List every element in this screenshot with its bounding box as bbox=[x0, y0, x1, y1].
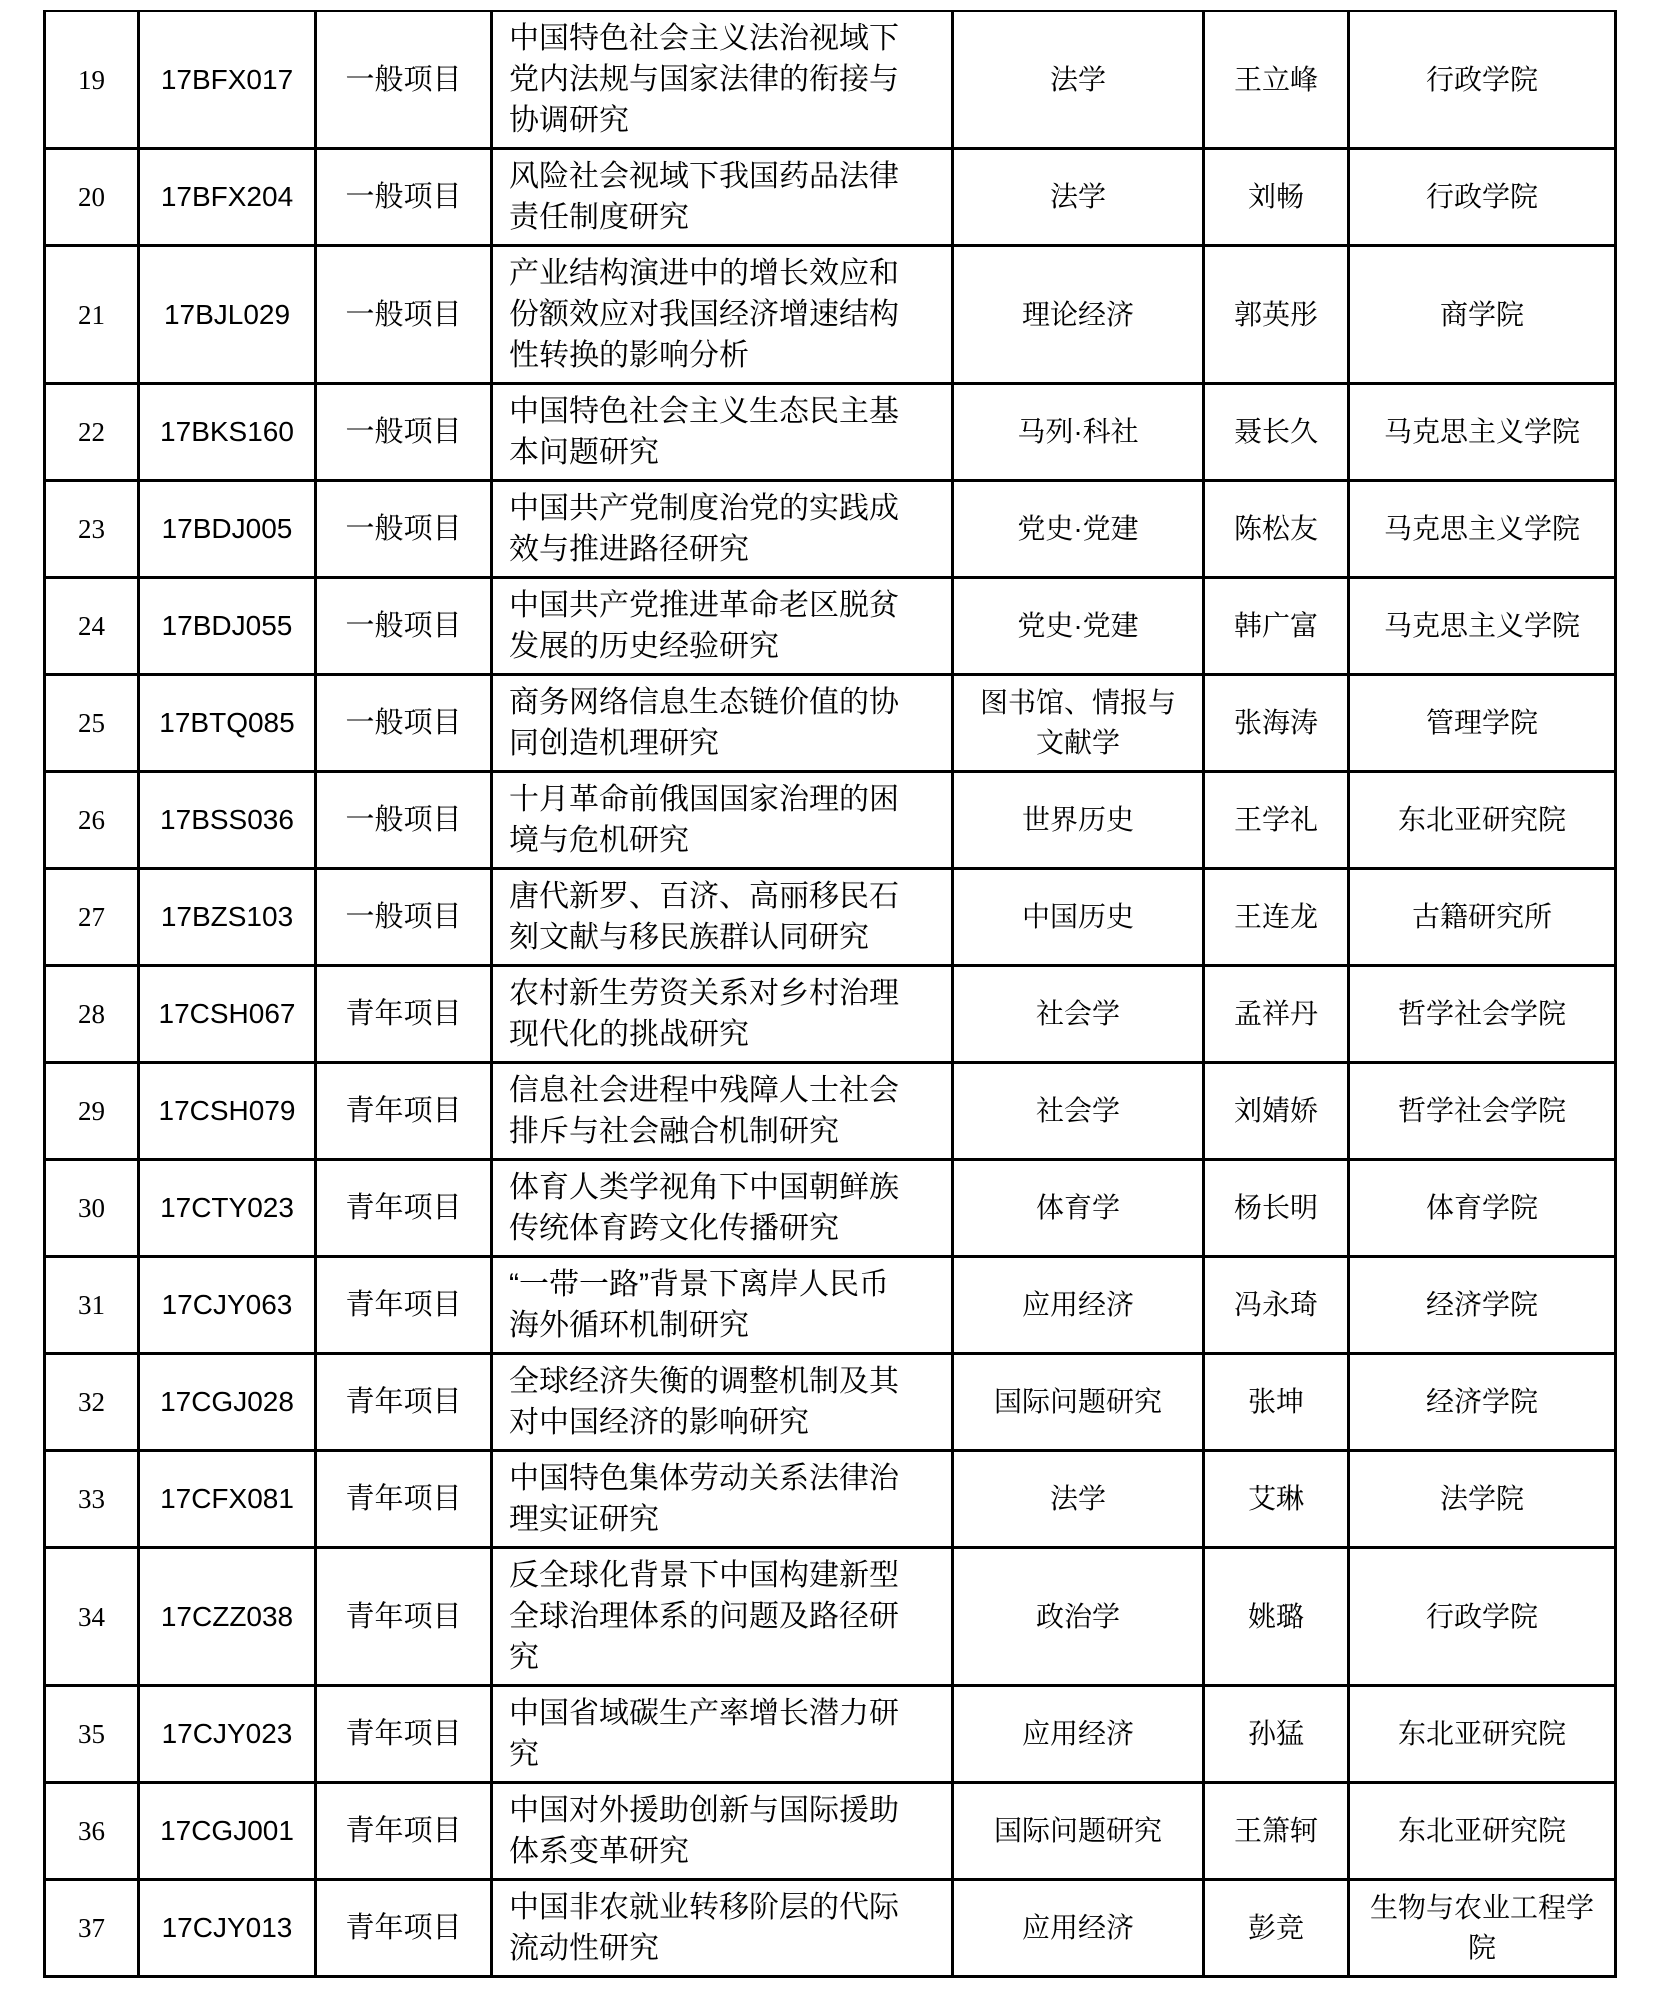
project-title-cell: 反全球化背景下中国构建新型全球治理体系的问题及路径研究 bbox=[492, 1548, 953, 1686]
discipline-cell: 马列·科社 bbox=[953, 384, 1204, 481]
project-title-cell: 全球经济失衡的调整机制及其对中国经济的影响研究 bbox=[492, 1354, 953, 1451]
row-number-cell: 31 bbox=[45, 1257, 139, 1354]
project-code-cell: 17BSS036 bbox=[139, 772, 316, 869]
project-code-cell: 17BTQ085 bbox=[139, 675, 316, 772]
table-row bbox=[45, 1257, 1616, 1354]
project-code-cell: 17CJY013 bbox=[139, 1880, 316, 1977]
project-title-cell: 中国共产党制度治党的实践成效与推进路径研究 bbox=[492, 481, 953, 578]
discipline-cell: 法学 bbox=[953, 1451, 1204, 1548]
project-code-cell: 17CFX081 bbox=[139, 1451, 316, 1548]
institution-cell: 行政学院 bbox=[1349, 1548, 1616, 1686]
institution-cell: 古籍研究所 bbox=[1349, 869, 1616, 966]
row-number-cell: 36 bbox=[45, 1783, 139, 1880]
project-code-cell: 17CZZ038 bbox=[139, 1548, 316, 1686]
project-title-cell: 中国特色社会主义法治视域下党内法规与国家法律的衔接与协调研究 bbox=[492, 11, 953, 149]
project-title-cell: 中国省域碳生产率增长潜力研究 bbox=[492, 1686, 953, 1783]
row-number-cell: 19 bbox=[45, 11, 139, 149]
discipline-cell: 法学 bbox=[953, 11, 1204, 149]
discipline-cell: 应用经济 bbox=[953, 1686, 1204, 1783]
leader-cell: 冯永琦 bbox=[1204, 1257, 1349, 1354]
project-title-cell: 信息社会进程中残障人士社会排斥与社会融合机制研究 bbox=[492, 1063, 953, 1160]
discipline-cell: 社会学 bbox=[953, 1063, 1204, 1160]
table-row bbox=[45, 1548, 1616, 1686]
project-code-cell: 17BDJ005 bbox=[139, 481, 316, 578]
table-row bbox=[45, 384, 1616, 481]
row-number-cell: 22 bbox=[45, 384, 139, 481]
leader-cell: 孟祥丹 bbox=[1204, 966, 1349, 1063]
project-type-cell: 一般项目 bbox=[316, 772, 492, 869]
project-code-cell: 17BZS103 bbox=[139, 869, 316, 966]
discipline-cell: 应用经济 bbox=[953, 1257, 1204, 1354]
project-type-cell: 青年项目 bbox=[316, 1160, 492, 1257]
row-number-cell: 28 bbox=[45, 966, 139, 1063]
project-title-cell: 中国特色集体劳动关系法律治理实证研究 bbox=[492, 1451, 953, 1548]
project-code-cell: 17CTY023 bbox=[139, 1160, 316, 1257]
table-row bbox=[45, 1063, 1616, 1160]
project-title-cell: 中国共产党推进革命老区脱贫发展的历史经验研究 bbox=[492, 578, 953, 675]
project-type-cell: 一般项目 bbox=[316, 481, 492, 578]
discipline-cell: 中国历史 bbox=[953, 869, 1204, 966]
row-number-cell: 21 bbox=[45, 246, 139, 384]
project-code-cell: 17BFX017 bbox=[139, 11, 316, 149]
table-row bbox=[45, 11, 1616, 149]
institution-cell: 法学院 bbox=[1349, 1451, 1616, 1548]
project-code-cell: 17BJL029 bbox=[139, 246, 316, 384]
project-type-cell: 青年项目 bbox=[316, 1686, 492, 1783]
project-type-cell: 一般项目 bbox=[316, 149, 492, 246]
project-title-cell: 中国非农就业转移阶层的代际流动性研究 bbox=[492, 1880, 953, 1977]
row-number-cell: 30 bbox=[45, 1160, 139, 1257]
project-code-cell: 17CGJ001 bbox=[139, 1783, 316, 1880]
discipline-cell: 法学 bbox=[953, 149, 1204, 246]
discipline-cell: 社会学 bbox=[953, 966, 1204, 1063]
row-number-cell: 25 bbox=[45, 675, 139, 772]
project-type-cell: 一般项目 bbox=[316, 869, 492, 966]
project-type-cell: 青年项目 bbox=[316, 966, 492, 1063]
table-row bbox=[45, 481, 1616, 578]
leader-cell: 张坤 bbox=[1204, 1354, 1349, 1451]
leader-cell: 王立峰 bbox=[1204, 11, 1349, 149]
discipline-cell: 党史·党建 bbox=[953, 578, 1204, 675]
leader-cell: 王箫轲 bbox=[1204, 1783, 1349, 1880]
leader-cell: 孙猛 bbox=[1204, 1686, 1349, 1783]
institution-cell: 经济学院 bbox=[1349, 1354, 1616, 1451]
discipline-cell: 图书馆、情报与文献学 bbox=[953, 675, 1204, 772]
discipline-cell: 国际问题研究 bbox=[953, 1354, 1204, 1451]
project-type-cell: 青年项目 bbox=[316, 1783, 492, 1880]
discipline-cell: 世界历史 bbox=[953, 772, 1204, 869]
project-title-cell: 体育人类学视角下中国朝鲜族传统体育跨文化传播研究 bbox=[492, 1160, 953, 1257]
table-row bbox=[45, 578, 1616, 675]
row-number-cell: 27 bbox=[45, 869, 139, 966]
leader-cell: 张海涛 bbox=[1204, 675, 1349, 772]
leader-cell: 郭英彤 bbox=[1204, 246, 1349, 384]
project-list-table bbox=[43, 10, 1617, 1978]
leader-cell: 王学礼 bbox=[1204, 772, 1349, 869]
discipline-cell: 国际问题研究 bbox=[953, 1783, 1204, 1880]
table-row bbox=[45, 772, 1616, 869]
institution-cell: 哲学社会学院 bbox=[1349, 966, 1616, 1063]
row-number-cell: 33 bbox=[45, 1451, 139, 1548]
institution-cell: 马克思主义学院 bbox=[1349, 578, 1616, 675]
project-type-cell: 青年项目 bbox=[316, 1063, 492, 1160]
project-type-cell: 一般项目 bbox=[316, 11, 492, 149]
institution-cell: 哲学社会学院 bbox=[1349, 1063, 1616, 1160]
leader-cell: 韩广富 bbox=[1204, 578, 1349, 675]
project-type-cell: 青年项目 bbox=[316, 1354, 492, 1451]
row-number-cell: 20 bbox=[45, 149, 139, 246]
project-type-cell: 青年项目 bbox=[316, 1548, 492, 1686]
table-body bbox=[45, 11, 1616, 1977]
discipline-cell: 理论经济 bbox=[953, 246, 1204, 384]
institution-cell: 经济学院 bbox=[1349, 1257, 1616, 1354]
discipline-cell: 体育学 bbox=[953, 1160, 1204, 1257]
institution-cell: 生物与农业工程学院 bbox=[1349, 1880, 1616, 1977]
project-type-cell: 一般项目 bbox=[316, 246, 492, 384]
project-title-cell: 产业结构演进中的增长效应和份额效应对我国经济增速结构性转换的影响分析 bbox=[492, 246, 953, 384]
table-row bbox=[45, 1686, 1616, 1783]
table-row bbox=[45, 149, 1616, 246]
institution-cell: 东北亚研究院 bbox=[1349, 1783, 1616, 1880]
leader-cell: 彭竞 bbox=[1204, 1880, 1349, 1977]
row-number-cell: 26 bbox=[45, 772, 139, 869]
leader-cell: 陈松友 bbox=[1204, 481, 1349, 578]
table-row bbox=[45, 1160, 1616, 1257]
project-type-cell: 一般项目 bbox=[316, 675, 492, 772]
discipline-cell: 应用经济 bbox=[953, 1880, 1204, 1977]
institution-cell: 马克思主义学院 bbox=[1349, 384, 1616, 481]
row-number-cell: 37 bbox=[45, 1880, 139, 1977]
institution-cell: 行政学院 bbox=[1349, 11, 1616, 149]
project-code-cell: 17BKS160 bbox=[139, 384, 316, 481]
project-code-cell: 17CSH067 bbox=[139, 966, 316, 1063]
project-code-cell: 17CJY023 bbox=[139, 1686, 316, 1783]
project-title-cell: “一带一路”背景下离岸人民币海外循环机制研究 bbox=[492, 1257, 953, 1354]
table-row bbox=[45, 1783, 1616, 1880]
table-row bbox=[45, 869, 1616, 966]
table-row bbox=[45, 1354, 1616, 1451]
project-type-cell: 一般项目 bbox=[316, 384, 492, 481]
leader-cell: 聂长久 bbox=[1204, 384, 1349, 481]
row-number-cell: 29 bbox=[45, 1063, 139, 1160]
discipline-cell: 党史·党建 bbox=[953, 481, 1204, 578]
row-number-cell: 35 bbox=[45, 1686, 139, 1783]
project-title-cell: 中国特色社会主义生态民主基本问题研究 bbox=[492, 384, 953, 481]
leader-cell: 刘婧娇 bbox=[1204, 1063, 1349, 1160]
project-code-cell: 17CJY063 bbox=[139, 1257, 316, 1354]
institution-cell: 马克思主义学院 bbox=[1349, 481, 1616, 578]
institution-cell: 体育学院 bbox=[1349, 1160, 1616, 1257]
table-row bbox=[45, 1880, 1616, 1977]
project-type-cell: 青年项目 bbox=[316, 1451, 492, 1548]
row-number-cell: 24 bbox=[45, 578, 139, 675]
leader-cell: 王连龙 bbox=[1204, 869, 1349, 966]
project-type-cell: 青年项目 bbox=[316, 1880, 492, 1977]
project-title-cell: 风险社会视域下我国药品法律责任制度研究 bbox=[492, 149, 953, 246]
leader-cell: 姚璐 bbox=[1204, 1548, 1349, 1686]
project-title-cell: 中国对外援助创新与国际援助体系变革研究 bbox=[492, 1783, 953, 1880]
project-code-cell: 17CSH079 bbox=[139, 1063, 316, 1160]
row-number-cell: 34 bbox=[45, 1548, 139, 1686]
leader-cell: 刘畅 bbox=[1204, 149, 1349, 246]
institution-cell: 商学院 bbox=[1349, 246, 1616, 384]
project-type-cell: 一般项目 bbox=[316, 578, 492, 675]
project-type-cell: 青年项目 bbox=[316, 1257, 492, 1354]
project-title-cell: 商务网络信息生态链价值的协同创造机理研究 bbox=[492, 675, 953, 772]
institution-cell: 管理学院 bbox=[1349, 675, 1616, 772]
project-title-cell: 农村新生劳资关系对乡村治理现代化的挑战研究 bbox=[492, 966, 953, 1063]
institution-cell: 东北亚研究院 bbox=[1349, 1686, 1616, 1783]
row-number-cell: 23 bbox=[45, 481, 139, 578]
institution-cell: 东北亚研究院 bbox=[1349, 772, 1616, 869]
table-row bbox=[45, 246, 1616, 384]
table-row bbox=[45, 1451, 1616, 1548]
project-code-cell: 17CGJ028 bbox=[139, 1354, 316, 1451]
project-code-cell: 17BFX204 bbox=[139, 149, 316, 246]
project-title-cell: 唐代新罗、百济、高丽移民石刻文献与移民族群认同研究 bbox=[492, 869, 953, 966]
leader-cell: 艾琳 bbox=[1204, 1451, 1349, 1548]
table-row bbox=[45, 675, 1616, 772]
table-row bbox=[45, 966, 1616, 1063]
project-code-cell: 17BDJ055 bbox=[139, 578, 316, 675]
project-title-cell: 十月革命前俄国国家治理的困境与危机研究 bbox=[492, 772, 953, 869]
institution-cell: 行政学院 bbox=[1349, 149, 1616, 246]
discipline-cell: 政治学 bbox=[953, 1548, 1204, 1686]
row-number-cell: 32 bbox=[45, 1354, 139, 1451]
leader-cell: 杨长明 bbox=[1204, 1160, 1349, 1257]
